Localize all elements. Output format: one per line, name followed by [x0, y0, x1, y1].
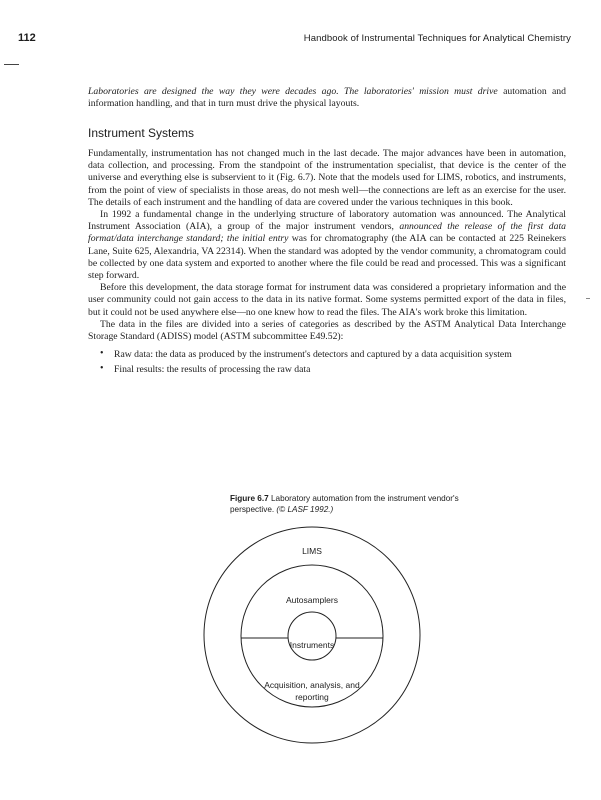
paragraph-3: Before this development, the data storage format for instrument data was considered a proprietary information and the user community could not gain access to the data in its native format. Some systems permitted export of the data in files, but it could not be used anywhere else—no one knew how to read the files. The AIA's work broke this limitation. — [88, 282, 566, 318]
bullet-list — [88, 349, 566, 376]
bullet-icon: • — [100, 348, 104, 360]
paragraph-2-end: was for chromatography (the AIA can be contacted at 225 Reinekers Lane, Suite 625, Alexandria, VA 22314). When the standard was adopted by the vendor community, a chromatogram could be collected by one data system and exported to another where the file could be read and processed. This was a significant step forward. — [88, 233, 566, 282]
label-instruments: Instruments — [289, 640, 335, 650]
paragraph-2-start: In 1992 a fundamental change in the underlying structure of laboratory automation was announced. The Analytical Instrument Association (AIA), a group of the major instrument vendors, — [88, 209, 566, 233]
page-number: 112 — [18, 32, 36, 44]
figure-caption-credit: (© LASF 1992.) — [276, 505, 334, 514]
list-item — [100, 348, 566, 361]
intro-paragraph — [88, 86, 566, 110]
intro-rest-text: automation and information handling, and that in turn must drive the physical layouts. — [88, 86, 566, 110]
label-acquisition-line2: reporting — [295, 692, 329, 702]
list-item — [100, 363, 566, 376]
figure-diagram — [201, 524, 423, 746]
figure-caption — [230, 493, 470, 515]
outer-circle — [204, 527, 420, 743]
paragraph-1: Fundamentally, instrumentation has not changed much in the last decade. The major advances have been in automation, data collection, and processing. From the standpoint of the instrumentation specialist, that device is the center of the universe and everything else is subservient to it (Fig. 6.7). Note that the models used for LIMS, robotics, and instruments, from the point of view of specialists in those areas, do not mesh well—the connections are left as an exercise for the user. The details of each instrument and the handling of data are covered under the various techniques in this book. — [88, 148, 566, 208]
section-heading: Instrument Systems — [88, 126, 195, 140]
inner-circle — [288, 612, 336, 660]
label-lims: LIMS — [302, 546, 322, 556]
running-head: Handbook of Instrumental Techniques for Analytical Chemistry — [303, 33, 571, 44]
bullet-icon: • — [100, 363, 104, 375]
intro-italic-text: Laboratories are designed the way they were decades ago. The laboratories' mission must drive — [88, 86, 498, 97]
margin-speck — [586, 298, 590, 299]
paragraph-2 — [88, 209, 566, 282]
paragraph-2-italic: announced the release of the first data format/data interchange standard; the initial entry — [88, 221, 566, 245]
paragraph-4: The data in the files are divided into a series of categories as described by the ASTM Analytical Data Interchange Storage Standard (ADISS) model (ASTM subcommittee E49.52): — [88, 318, 566, 343]
list-item-text: Final results: the results of processing the raw data — [114, 364, 311, 376]
figure-caption-text: Laboratory automation from the instrument vendor's perspective. — [230, 494, 459, 514]
label-autosamplers: Autosamplers — [286, 595, 338, 605]
list-item-text: Raw data: the data as produced by the instrument's detectors and captured by a data acquisition system — [114, 349, 512, 361]
margin-mark — [4, 64, 19, 65]
section-body — [88, 148, 566, 380]
label-acquisition-line1: Acquisition, analysis, and — [264, 680, 360, 690]
concentric-circles-diagram — [201, 524, 423, 746]
figure-caption-label: Figure 6.7 — [230, 494, 269, 503]
